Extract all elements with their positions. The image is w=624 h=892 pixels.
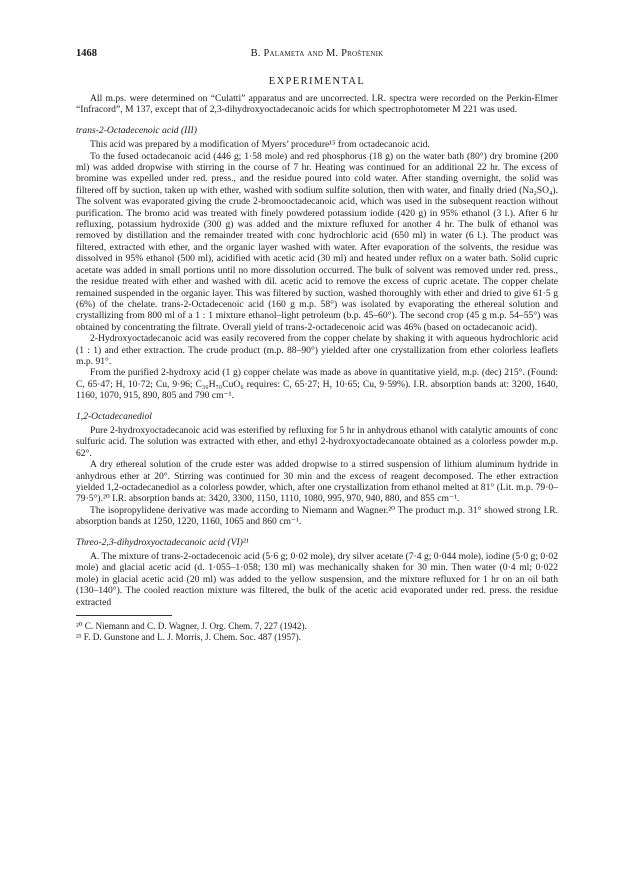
footnote: ²¹ F. D. Gunstone and L. J. Morris, J. Chem. Soc. 487 (1957).: [76, 632, 302, 643]
page-header: [76, 48, 558, 62]
journal-page: [76, 48, 558, 643]
paragraph: Pure 2-hydroxyoctadecanoic acid was esterified by refluxing for 5 hr in anhydrous ethanol with catalytic amounts of conc sulfuric acid. The solution was extracted with ether, and ethyl 2-hydroxyoctadecanoate obtained as a colorless powder m.p. 62°.: [76, 424, 558, 459]
paragraph: This acid was prepared by a modification of Myers’ procedure¹⁵ from octadecanoic acid.: [90, 139, 430, 151]
section-title: EXPERIMENTAL: [268, 76, 366, 87]
paragraph: A. The mixture of trans-2-octadecenoic acid (5·6 g; 0·02 mole), dry silver acetate (7·4 g; 0·044 mole), iodine (5·0 g; 0·02 mole) and glacial acetic acid (d. 1·055–1·058; 130 ml) was mechanically shaken for 30 min. Then water (0·4 ml; 0·022 mole) in glacial acetic acid (20 ml) was added to the yellow suspension, and the mixture refluxed for 1 hr on an oil bath (130–140°). The cooled reaction mixture was filtered, the bulk of the acetic acid evaporated under red. press. the residue extracted: [76, 551, 558, 608]
footnote-divider: [76, 615, 172, 616]
running-head-authors: B. Palameta and M. Proštenik: [250, 48, 384, 59]
paragraph: To the fused octadecanoic acid (446 g; 1·58 mole) and red phosphorus (18 g) on the water bath (80°) dry bromine (200 ml) was added dropwise with stirring in the course of 7 hr. Heating was continued for an additional 22 hr. The excess of bromine was expelled under red. press., and the residue poured into cold water. After standing overnight, the solid was filtered off by suction, taken up with ether, washed with sodium sulfite solution, then with water, and finally dried (Na₂SO₄). The solvent was evaporated giving the crude 2-bromooctadecanoic acid, which was used in the subsequent reaction without purification. The bromo acid was treated with finely powdered potassium iodide (420 g) in 95% ethanol (3 l.). After 6 hr refluxing, potassium hydroxide (300 g) was added and the mixture refluxed for another 4 hr. The bulk of ethanol was removed by distillation and the remainder treated with conc hydrochloric acid (650 ml) in water (6 l.). The product was filtered, extracted with ether, and the organic layer washed with water. After evaporation of the solvents, the residue was dissolved in 95% ethanol (500 ml), acidified with acetic acid (30 ml) and heated under reflux on a water bath. Solid cupric acetate was added in small portions until no more dissolution occurred. The bulk of solvent was removed under red. press., the residue treated with ether and washed with dil. acetic acid to remove the excess of cupric acetate. The copper chelate remained suspended in the organic layer. This was filtered by suction, washed thoroughly with ether and dried to give 61·5 g (6%) of the chelate. trans-2-Octadecenoic acid (160 g m.p. 58°) was isolated by evaporating the ethereal solution and crystallizing from 800 ml of a 1 : 1 mixture ethanol–light petroleum (b.p. 45–60°). The second crop (45 g m.p. 54–55°) was obtained by concentrating the filtrate. Overall yield of trans-2-octadecenoic acid was 46% (based on octadecanoic acid).: [76, 150, 558, 333]
intro-paragraph: All m.ps. were determined on “Culatti” apparatus and are uncorrected. I.R. spectra were recorded on the Perkin-Elmer “Infracord”, M 137, except that of 2,3-dihydroxyoctadecanoic acids for which spectrophotometer M 221 was used.: [76, 93, 558, 116]
subsection-heading: trans-2-Octadecenoic acid (III): [76, 124, 197, 136]
paragraph: A dry ethereal solution of the crude ester was added dropwise to a stirred suspension of lithium aluminum hydride in anhydrous ether at 20°. Stirring was continued for 30 min and the excess of reagent decomposed. The ether extraction yielded 1,2-octadecanediol as a colorless powder, which, after one crystallization from ethanol melted at 81° (Lit. m.p. 79·0–79·5°).²⁰ I.R. absorption bands at: 3420, 3300, 1150, 1110, 1080, 995, 970, 940, 880, and 855 cm⁻¹.: [76, 459, 558, 505]
page-number: 1468: [76, 48, 97, 59]
subsection-heading: 1,2-Octadecanediol: [76, 410, 152, 422]
paragraph: From the purified 2-hydroxy acid (1 g) copper chelate was made as above in quantitative yield, m.p. (dec) 215°. (Found: C, 65·47; H, 10·72; Cu, 9·96; C₃₆H₇₀CuO₆ requires: C, 65·27; H, 10·65; Cu, 9·59%). I.R. absorption bands at: 3200, 1640, 1160, 1070, 915, 890, 805 and 790 cm⁻¹.: [76, 367, 558, 402]
paragraph: 2-Hydroxyoctadecanoic acid was easily recovered from the copper chelate by shaking it with aqueous hydrochloric acid (1 : 1) and ether extraction. The crude product (m.p. 88–90°) yielded after one crystallization from ether colorless leaflets m.p. 91°.: [76, 333, 558, 367]
footnote: ²⁰ C. Niemann and C. D. Wagner, J. Org. Chem. 7, 227 (1942).: [76, 621, 307, 632]
subsection-heading: Threo-2,3-dihydroxyoctadecanoic acid (VI)²¹: [76, 536, 249, 548]
paragraph: The isopropylidene derivative was made according to Niemann and Wagner.²⁰ The product m.p. 31° showed strong I.R. absorption bands at 1250, 1220, 1160, 1065 and 860 cm⁻¹.: [76, 504, 558, 528]
